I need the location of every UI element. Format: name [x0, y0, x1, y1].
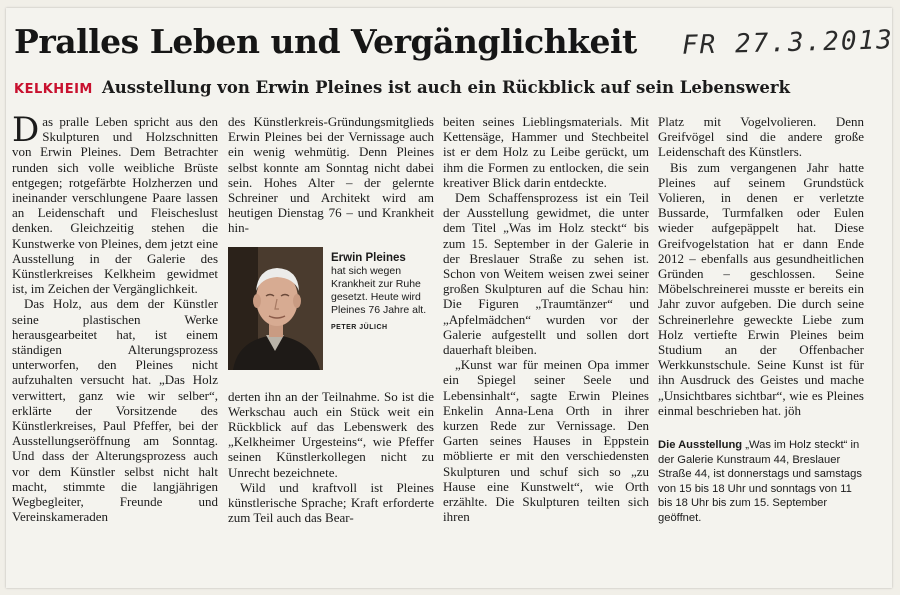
paragraph: Dem Schaffensprozess ist ein Teil der Ausstellung gewidmet, die unter dem Titel „Was im Holz steckt“ bis zum 15. September in der Galerie in der Breslauer Straße zu sehen ist. Schon von Weitem weisen zwei seiner großen Skulpturen auf die Schau hin: Die Figuren „Traumtänzer“ und „Apfelmädchen“ wurden vor der Galerie aufgestellt und sollen dort dauerhaft bleiben.: [443, 190, 649, 358]
article-column-1: [12, 114, 218, 574]
paragraph: derten ihn an der Teilnahme. So ist die Werkschau auch ein Stück weit ein Rückblick auf das Lebenswerk des „Kelkheimer Urgesteins“, wie Pfeffer seinen Künstlerkollegen nicht zu Unrecht bezeichnete.: [228, 388, 434, 480]
photo-credit: PETER JÜLICH: [331, 323, 388, 331]
paragraph: Das Holz, aus dem der Künstler seine plastischen Werke herausgearbeitet hat, ist einem ständigen Alterungsprozess unterworfen, den Pleines nicht aufzuhalten versucht hat. „Das Holz verwittert, ganz wie wir selber“, erklärte der Vorsitzende des Künstlerkreises, Paul Pfeffer, bei der Ausstellungseröffnung am Sonntag. Und dass der Alterungsprozess auch vor dem Künstler selbst nicht halt macht, stimmte die langjährigen Wegbegleiter, Freunde und Vereinskameraden: [12, 296, 218, 525]
article-column-3: [443, 114, 649, 574]
subheadline: [14, 78, 790, 97]
exhibition-info-box: [658, 438, 864, 525]
photo-with-caption: [228, 247, 434, 373]
portrait-illustration: [228, 247, 323, 370]
info-text: „Was im Holz steckt“ in der Galerie Kunstraum 44, Breslauer Straße 44, ist donnerstags und samstags von 15 bis 18 Uhr und sonntags von 11 bis 18 Uhr bis zum 15. September geöffnet.: [658, 439, 862, 524]
handwritten-date-note: FR 27.3.2013: [681, 25, 895, 61]
portrait-photo: [228, 247, 323, 370]
caption-text: hat sich wegen Krankheit zur Ruhe gesetzt. Heute wird Pleines 76 Jahre alt.: [331, 264, 427, 316]
article-column-2: [228, 114, 434, 574]
paragraph: beiten seines Lieblingsmaterials. Mit Kettensäge, Hammer und Stechbeitel ist er dem Holz zu Leibe gerückt, um ihm die Formen zu entlocken, die sein kreativer Blick darin entdeckte.: [443, 114, 649, 190]
paragraph: Wild und kraftvoll ist Pleines künstlerische Sprache; Kraft erforderte zum Teil auch das Bear-: [228, 479, 434, 526]
headline: Pralles Leben und Vergänglichkeit: [14, 22, 637, 61]
paragraph-text: as pralle Leben spricht aus den Skulpturen und Holzschnitten von Erwin Pleines. Dem Betrachter runden sich volle weibliche Brüste entgegen; rotgefärbte Holzherzen und ineinander verschlungene Paare lassen an Leidenschaft und Fleischeslust denken. Gleichzeitig stehen die Kunstwerke von Pleines, dem jetzt eine Ausstellung in der Galerie des Künstlerkreises Kelkheim gewidmet ist, im Zeichen der Vergänglichkeit.: [12, 114, 218, 297]
paragraph: des Künstlerkreis-Gründungsmitglieds Erwin Pleines bei der Vernissage auch ein wenig wehmütig. Denn Pleines selbst konnte am Sonntag nicht dabei sein. Hohes Alter – der gelernte Schreiner und Architekt wird am heutigen Dienstag 76 – und Krankheit hin-: [228, 114, 434, 236]
article-column-4: [658, 114, 864, 574]
drop-cap: D: [12, 114, 40, 150]
paragraph: „Kunst war für meinen Opa immer ein Spiegel seiner Seele und Lebensinhalt“, sagte Erwin Pleines Enkelin Anna-Lena Orth in ihrer kurzen Rede zur Vernissage. Den Garten seines Hauses in Eppstein möblierte er mit den verschiedensten Skulpturen und schuf sich so „zu Hause eine Kunstwelt“, wie Orth erzählte. Die Skulpturen teilten sich ihren: [443, 357, 649, 525]
info-title: Die Ausstellung: [658, 439, 743, 452]
subtitle: Ausstellung von Erwin Pleines ist auch ein Rückblick auf sein Lebenswerk: [101, 78, 791, 97]
paragraph: [12, 114, 218, 296]
paragraph: Platz mit Vogelvolieren. Denn Greifvögel sind die andere große Leidenschaft des Künstlers.: [658, 114, 864, 160]
kicker-location: KELKHEIM: [14, 82, 93, 97]
caption-name: Erwin Pleines: [331, 251, 406, 264]
photo-caption: [331, 252, 431, 334]
paragraph: Bis zum vergangenen Jahr hatte Pleines auf seinem Grundstück Volieren, in denen er verletzte Bussarde, Turmfalken oder Eulen wieder aufgepäppelt hat. Diese Greifvogelstation hat er dann Ende 2012 – ebenfalls aus gesundheitlichen Gründen – geschlossen. Seine Möbelschreinerei musste er bereits ein Jahr zuvor aufgeben. Die durch seine Schreinerlehre geweckte Liebe zum Holz vertiefte Erwin Pleines beim Studium an der Offenbacher Werkkunstschule. Seine Kunst ist für ihn Ausdruck des Geistes und mache „Unsichtbares sichtbar“, wie es Pleines einmal beschrieben hat. jöh: [658, 159, 864, 418]
